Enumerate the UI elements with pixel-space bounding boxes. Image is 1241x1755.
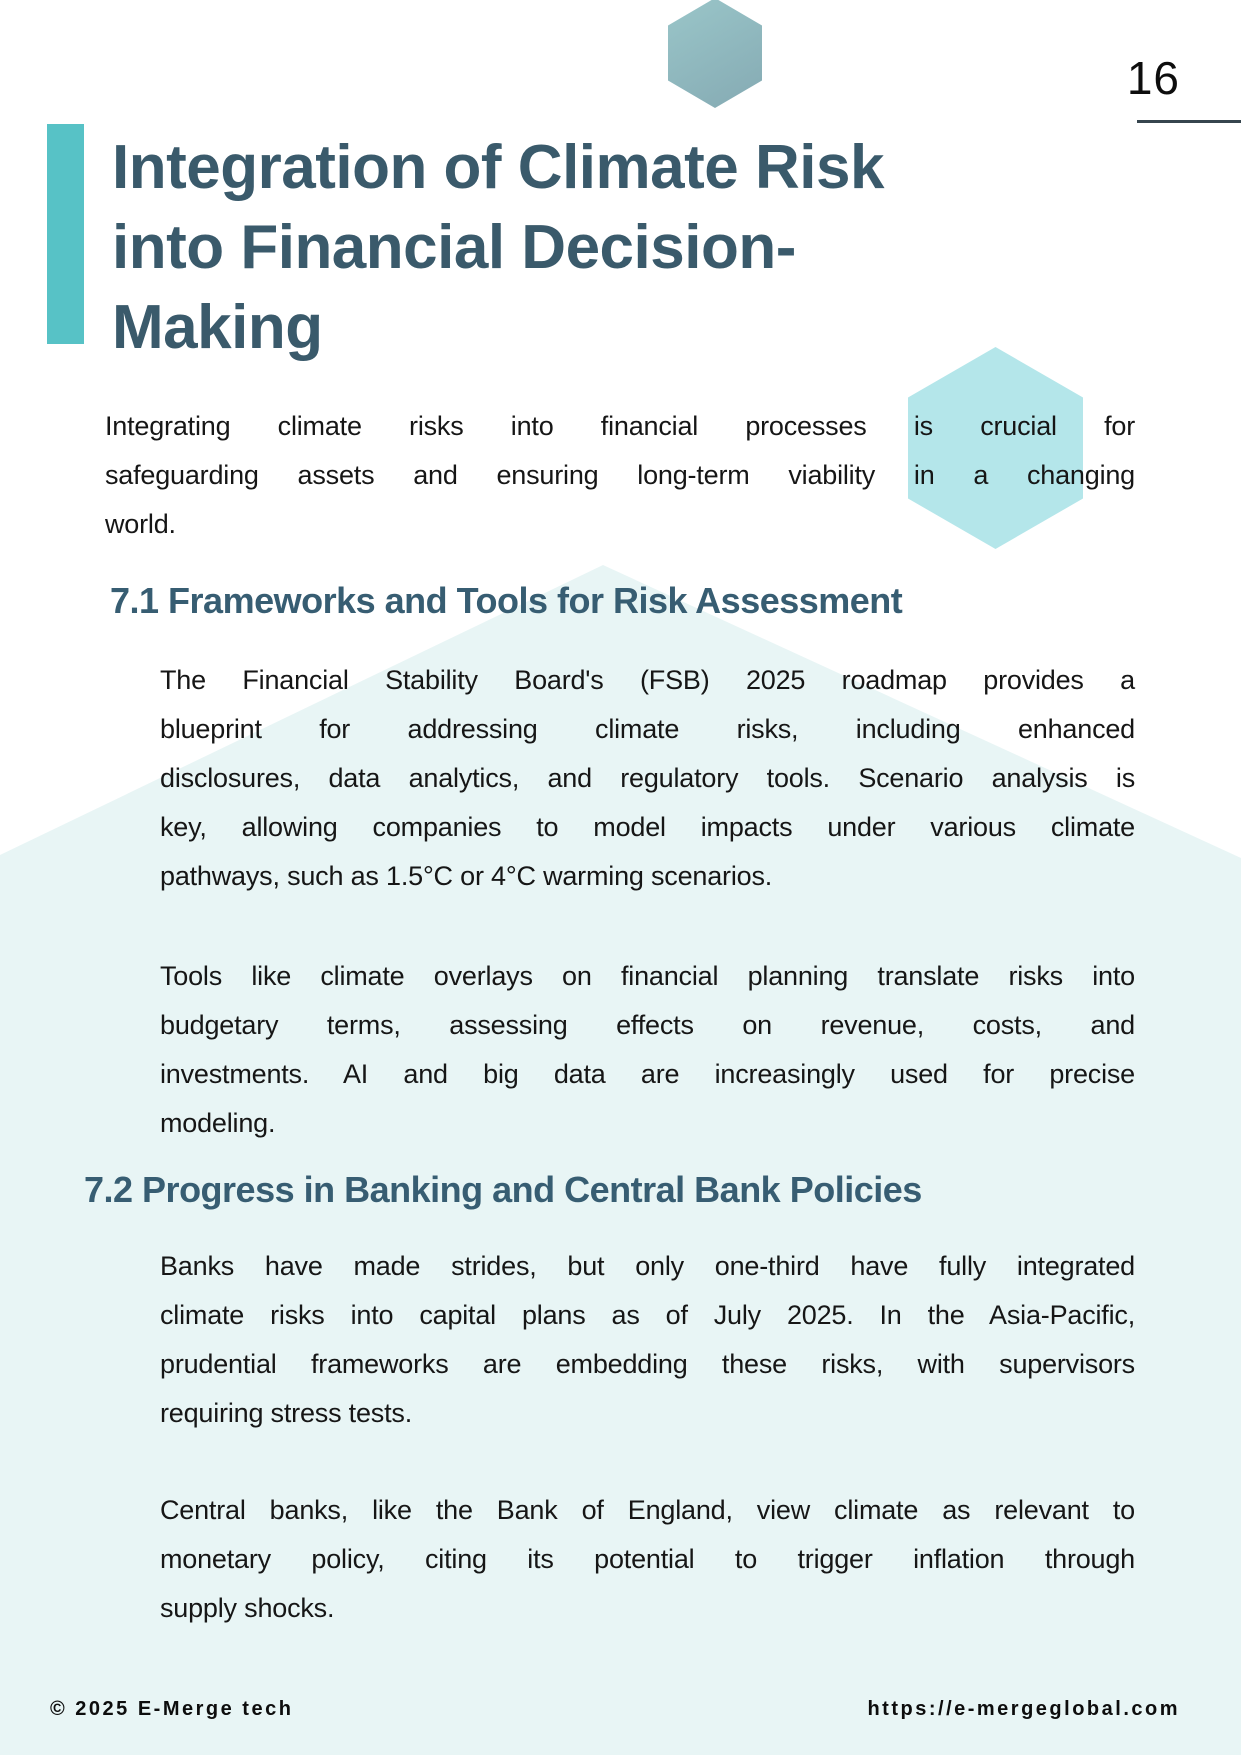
paragraph [160,656,1135,901]
title-accent-bar [47,124,84,344]
text-line: Banks have made strides, but only one-third have fully integrated [160,1251,1135,1281]
hexagon-decoration-top [668,0,762,108]
text-line: budgetary terms, assessing effects on revenue, costs, and [160,1010,1135,1040]
text-line: The Financial Stability Board's (FSB) 2025 roadmap provides a [160,665,1135,695]
page-number-rule [1137,120,1241,123]
text-line: pathways, such as 1.5°C or 4°C warming scenarios. [160,861,773,891]
text-line: world. [105,509,176,539]
text-line: Tools like climate overlays on financial planning translate risks into [160,961,1135,991]
page-title [112,128,1192,368]
page-number: 16 [1126,52,1180,104]
text-line: Integration of Climate Risk [112,133,884,202]
section-heading-7-1: 7.1 Frameworks and Tools for Risk Assessment [110,580,903,621]
section-heading-7-2: 7.2 Progress in Banking and Central Bank Policies [84,1169,922,1210]
text-line: climate risks into capital plans as of July 2025. In the Asia-Pacific, [160,1300,1135,1330]
text-line: Making [112,293,323,362]
text-line: prudential frameworks are embedding these risks, with supervisors [160,1349,1135,1379]
paragraph [160,952,1135,1148]
intro-paragraph [105,402,1135,549]
text-line: Central banks, like the Bank of England, view climate as relevant to [160,1495,1135,1525]
text-line: blueprint for addressing climate risks, including enhanced [160,714,1135,744]
paragraph [160,1486,1135,1633]
text-line: requiring stress tests. [160,1398,412,1428]
footer-website-link[interactable]: https://e-mergeglobal.com [867,1698,1180,1720]
paragraph [160,1242,1135,1438]
text-line: safeguarding assets and ensuring long-term viability in a changing [105,460,1135,490]
footer-copyright: © 2025 E-Merge tech [50,1698,294,1720]
text-line: Integrating climate risks into financial processes is crucial for [105,411,1135,441]
text-line: investments. AI and big data are increasingly used for precise [160,1059,1135,1089]
text-line: key, allowing companies to model impacts under various climate [160,812,1135,842]
text-line: into Financial Decision- [112,213,796,282]
text-line: modeling. [160,1108,276,1138]
text-line: monetary policy, citing its potential to trigger inflation through [160,1544,1135,1574]
text-line: supply shocks. [160,1593,335,1623]
text-line: disclosures, data analytics, and regulatory tools. Scenario analysis is [160,763,1135,793]
